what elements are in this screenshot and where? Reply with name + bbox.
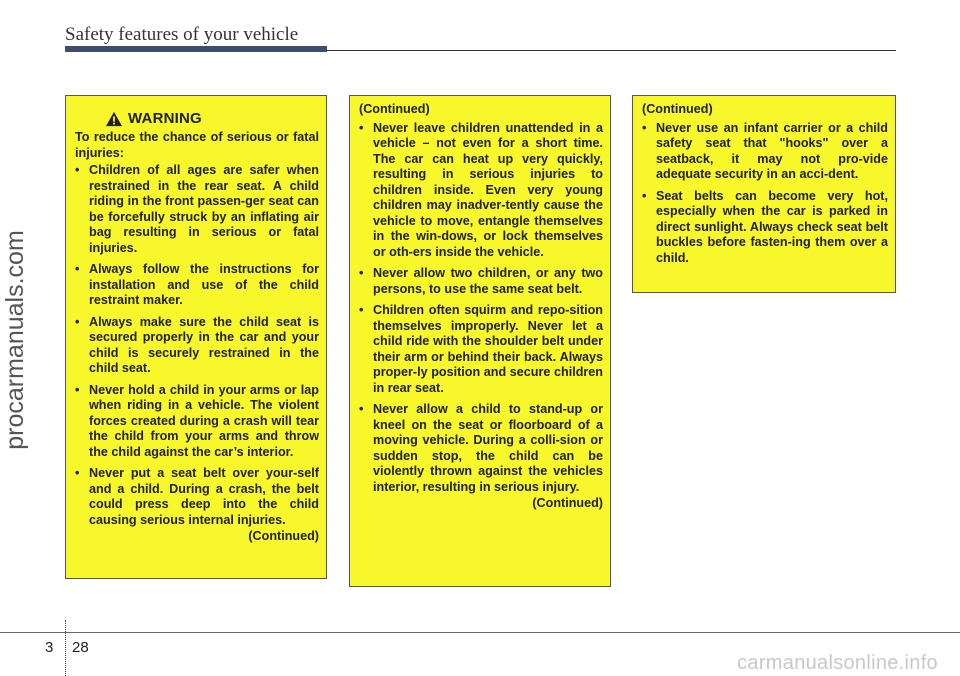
header-accent-bar [65,46,327,52]
continued-header: (Continued) [642,102,713,116]
list-item: • Never hold a child in your arms or lap when riding in a vehicle. The violent forces created during a crash will tear the child from your arms and throw the child against the car’s interior. [75,383,319,461]
list-item: • Seat belts can become very hot, especially when the car is parked in direct sunlight. Always check seat belt buckles before fasten-ing them over a child. [642,189,888,267]
list-item: • Never leave children unattended in a vehicle – not even for a short time. The car can heat up very quickly, resulting in serious injuries to children inside. Even very young children may inadver-tently cause the vehicle to move, entangle themselves in the win-dows, or lock themselves or oth-ers inside the vehicle. [359,121,603,261]
warning-intro: To reduce the chance of serious or fatal injuries: [75,130,319,160]
warning-box-3 [632,95,896,293]
warning-heading [105,111,319,127]
list-item: • Never put a seat belt over your-self and a child. During a crash, the belt could press deep into the child causing serious internal injuries. [75,466,319,528]
warning-list-2 [359,121,603,496]
continued-label: (Continued) [532,496,603,510]
side-watermark-text: procarmanuals.com [1,230,29,450]
warning-list-3 [642,121,888,267]
warning-list-1 [75,163,319,528]
warning-title: WARNING [128,110,202,128]
continued-label: (Continued) [248,529,319,543]
list-item: • Children often squirm and repo-sition themselves improperly. Never let a child ride with the shoulder belt under their arm or behind their back. Always proper-ly position and secure children in rear seat. [359,303,603,396]
chapter-number: 3 [45,639,54,656]
page-header-title: Safety features of your vehicle [65,24,299,45]
list-item: • Always follow the instructions for installation and use of the child restraint maker. [75,262,319,309]
list-item: • Children of all ages are safer when restrained in the rear seat. A child riding in the front passen-ger seat can be forcefully struck by an inflating air bag resulting in serious or fatal injuries. [75,163,319,256]
continued-header: (Continued) [359,102,430,116]
footer-rule [0,632,960,633]
page-number: 28 [72,639,89,656]
list-item: • Never allow two children, or any two persons, to use the same seat belt. [359,266,603,297]
warning-triangle-icon [105,111,123,127]
list-item: • Never use an infant carrier or a child safety seat that "hooks" over a seatback, it may not pro-vide adequate security in an acci-dent. [642,121,888,183]
header-rule [327,50,896,51]
bottom-watermark: carmanualsonline.info [737,652,938,674]
side-watermark [1,230,41,450]
list-item: • Always make sure the child seat is secured properly in the car and your child is securely restrained in the child seat. [75,315,319,377]
footer-divider [65,620,67,676]
warning-box-1 [65,95,327,579]
list-item: • Never allow a child to stand-up or kneel on the seat or floorboard of a moving vehicle. During a colli-sion or sudden stop, the child can be violently thrown against the vehicles interior, resulting in serious injury. [359,402,603,495]
warning-box-2 [349,95,611,587]
